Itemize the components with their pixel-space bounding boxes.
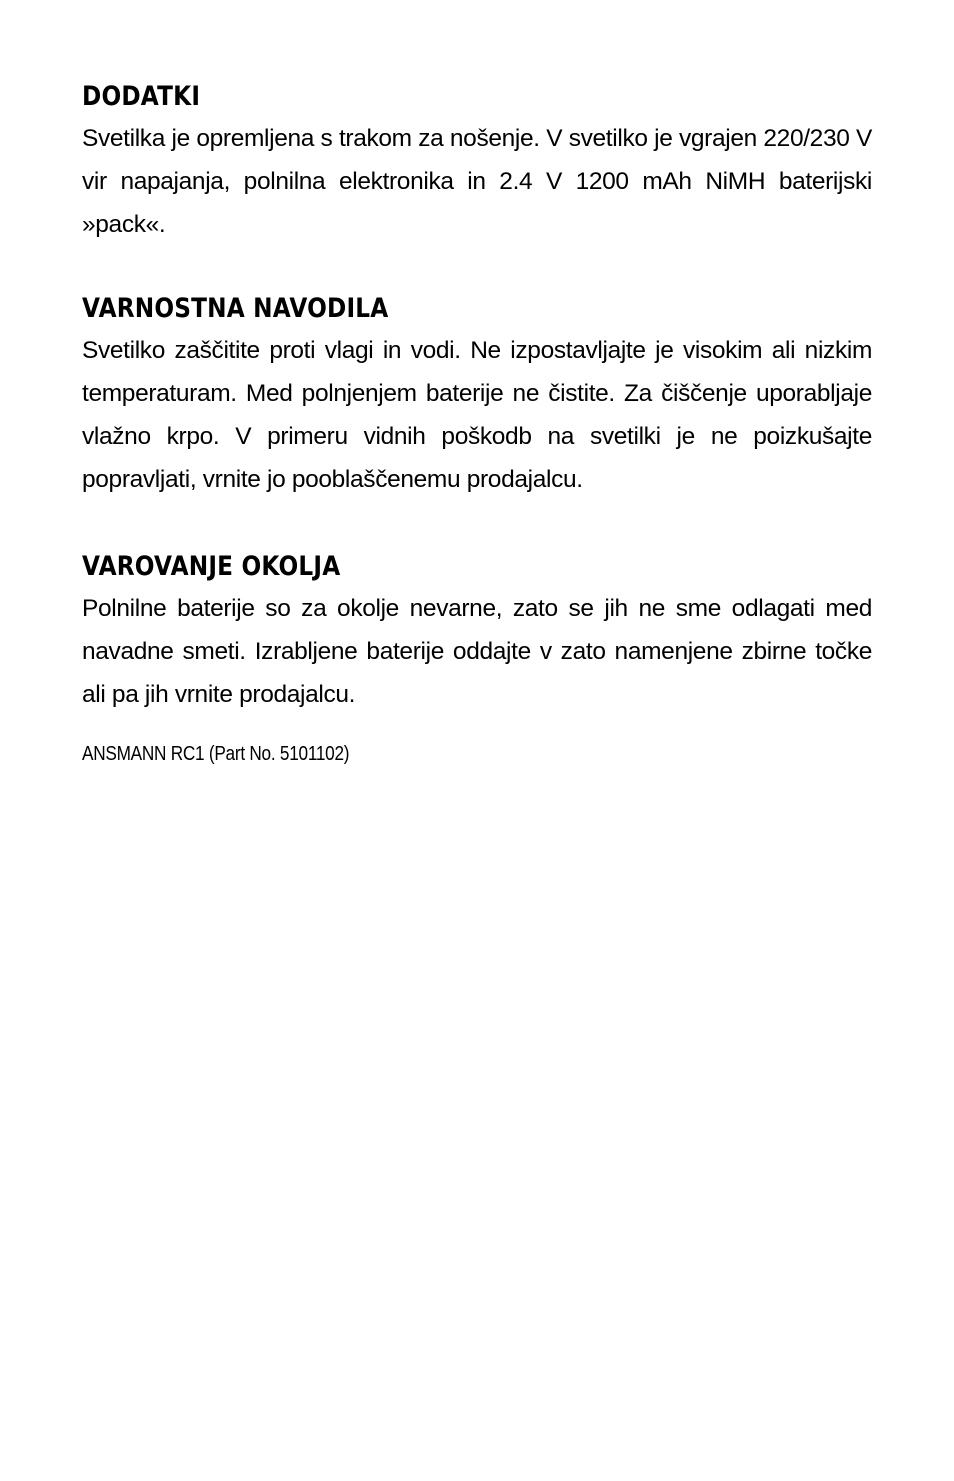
section-varnostna-navodila	[82, 290, 872, 501]
section-body-dodatki: Svetilka je opremljena s trakom za nošenje. V svetilko je vgrajen 220/230 V vir napajanja, polnilna elektronika in 2.4 V 1200 mAh NiMH baterijski »pack«.	[82, 125, 872, 238]
section-title-varnostna-navodila: VARNOSTNA NAVODILA	[82, 293, 389, 324]
section-title-dodatki: DODATKI	[82, 81, 201, 112]
document-page	[82, 78, 872, 716]
section-varovanje-okolja	[82, 548, 872, 716]
section-dodatki	[82, 78, 872, 246]
section-body-varnostna-navodila: Svetilko zaščitite proti vlagi in vodi. Ne izpostavljajte je visokim ali nizkim temperaturam. Med polnjenjem baterije ne čistite. Za čiščenje uporabljaje vlažno krpo. V primeru vidnih poškodb na svetilki je ne poizkušajte popravljati, vrnite jo pooblaščenemu prodajalcu.	[82, 337, 872, 493]
section-body-varovanje-okolja: Polnilne baterije so za okolje nevarne, zato se jih ne sme odlagati med navadne smeti. Izrabljene baterije oddajte v zato namenjene zbirne točke ali pa jih vrnite prodajalcu.	[82, 595, 872, 708]
section-title-varovanje-okolja: VAROVANJE OKOLJA	[82, 551, 341, 582]
footer-model-number: ANSMANN RC1 (Part No. 5101102)	[82, 743, 350, 765]
